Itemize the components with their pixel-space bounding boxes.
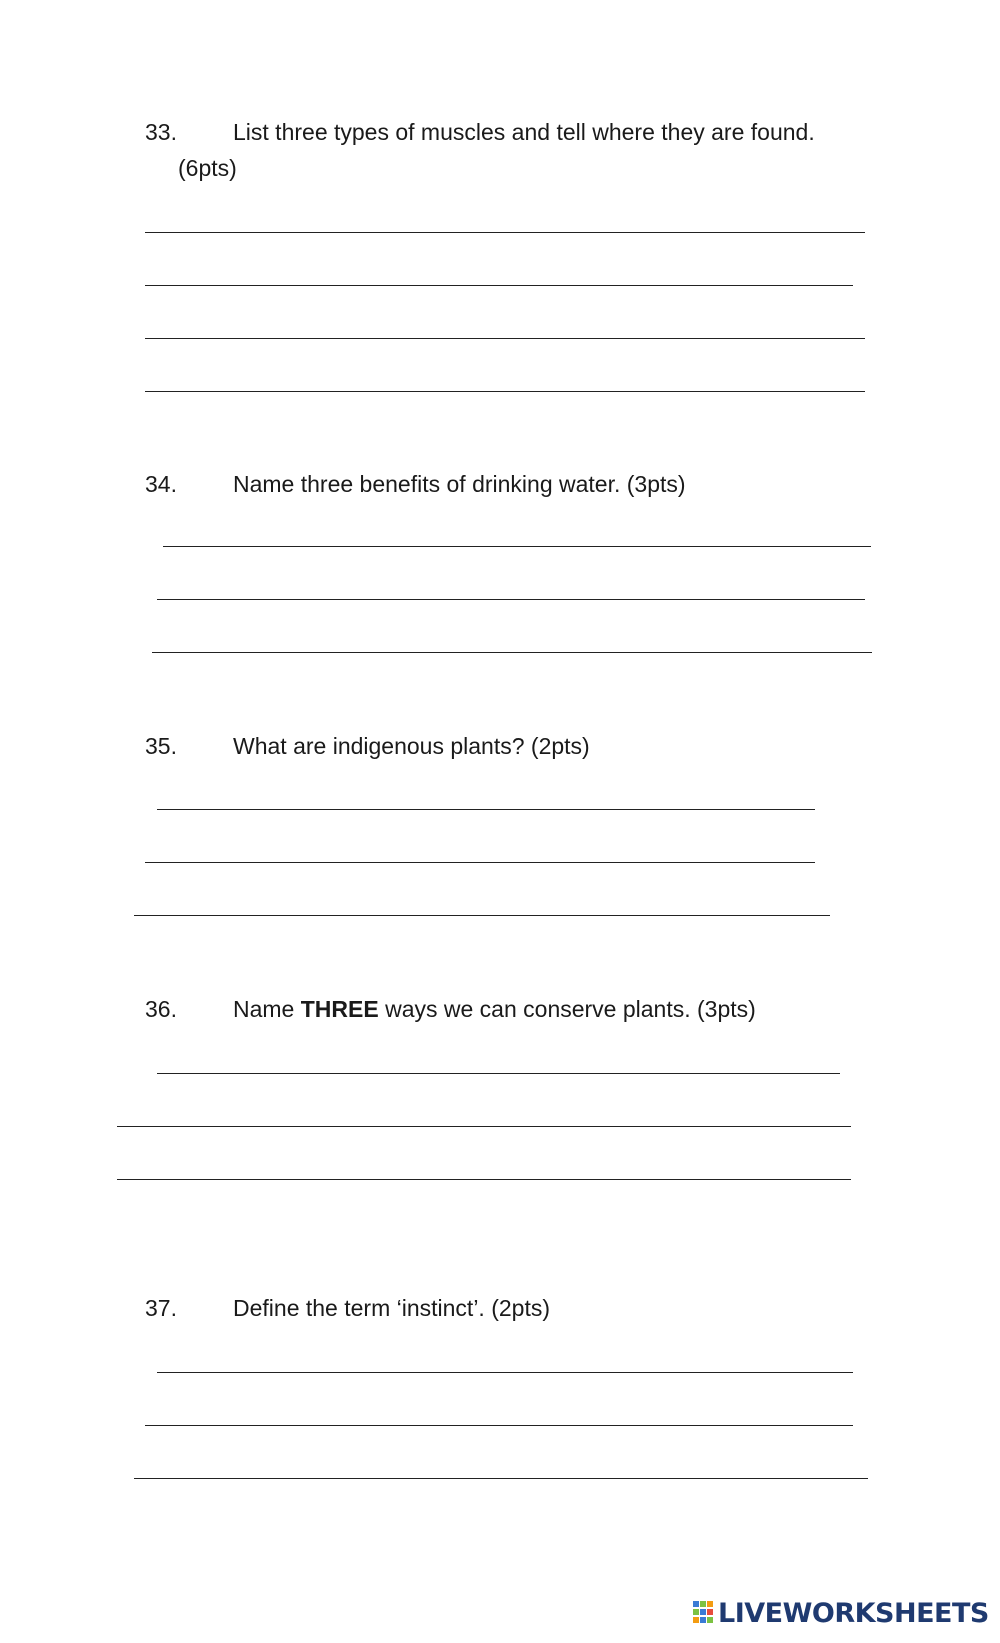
answer-line[interactable] xyxy=(157,599,865,600)
question-number: 33. xyxy=(145,119,177,145)
liveworksheets-logo xyxy=(693,1596,989,1630)
answer-line[interactable] xyxy=(157,1372,853,1373)
question-36 xyxy=(145,991,756,1027)
answer-line[interactable] xyxy=(117,1179,851,1180)
answer-line[interactable] xyxy=(145,862,815,863)
answer-line[interactable] xyxy=(157,809,815,810)
answer-line[interactable] xyxy=(145,285,853,286)
question-text-end: ways we can conserve plants. (3pts) xyxy=(378,996,756,1022)
answer-line[interactable] xyxy=(163,546,871,547)
answer-line[interactable] xyxy=(145,1425,853,1426)
question-number: 37. xyxy=(145,1295,177,1321)
question-text: What are indigenous plants? (2pts) xyxy=(233,733,590,759)
question-text: Define the term ‘instinct’. (2pts) xyxy=(233,1295,551,1321)
liveworksheets-logo-icon xyxy=(693,1599,715,1627)
question-33 xyxy=(145,114,815,186)
question-text-emphasis: THREE xyxy=(300,996,379,1022)
answer-line[interactable] xyxy=(157,1073,840,1074)
question-points: (6pts) xyxy=(178,155,237,181)
question-text-start: Name xyxy=(233,996,301,1022)
liveworksheets-brand: LIVEWORKSHEETS xyxy=(718,1597,989,1629)
question-text: Name three benefits of drinking water. (3pts) xyxy=(233,471,686,497)
answer-line[interactable] xyxy=(145,232,865,233)
question-35 xyxy=(145,728,590,764)
question-text: List three types of muscles and tell where they are found. xyxy=(233,119,815,145)
question-37 xyxy=(145,1290,550,1326)
question-number: 34. xyxy=(145,471,177,497)
question-number: 35. xyxy=(145,733,177,759)
answer-line[interactable] xyxy=(145,391,865,392)
answer-line[interactable] xyxy=(145,338,865,339)
question-34 xyxy=(145,466,686,502)
answer-line[interactable] xyxy=(117,1126,851,1127)
answer-line[interactable] xyxy=(134,1478,868,1479)
answer-line[interactable] xyxy=(134,915,830,916)
question-number: 36. xyxy=(145,996,177,1022)
answer-line[interactable] xyxy=(152,652,872,653)
